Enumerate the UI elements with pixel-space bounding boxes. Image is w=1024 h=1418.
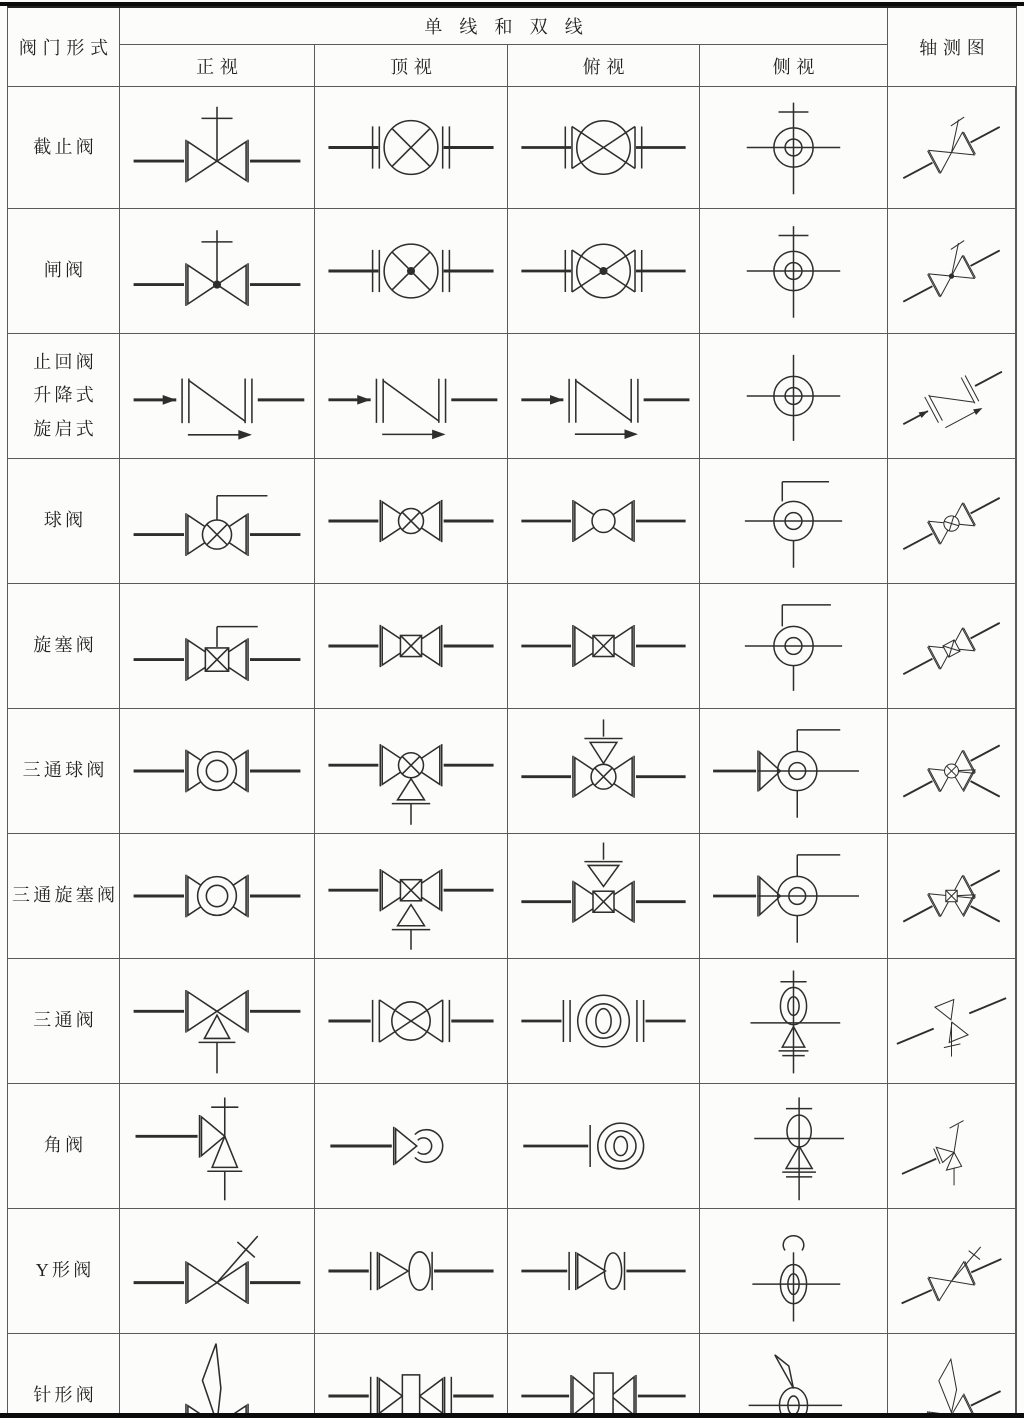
- symbol-tri-ball-axo: [888, 709, 1016, 834]
- symbol-globe-top: [315, 87, 508, 209]
- symbol-globe-plan: [508, 87, 700, 209]
- symbol-angle-axo: [888, 1084, 1016, 1209]
- symbol-plug-top: [315, 584, 508, 709]
- valve-row-label-line: Y形阀: [35, 1260, 95, 1281]
- symbol-ball-top: [315, 459, 508, 584]
- valve-row-label: [8, 584, 120, 709]
- symbol-gate-plan: [508, 209, 700, 334]
- symbol-ball-plan: [508, 459, 700, 584]
- valve-row-label: [8, 1334, 120, 1418]
- symbol-tri-ball-front: [120, 709, 315, 834]
- symbol-gate-front: [120, 209, 315, 334]
- symbol-check-front: [120, 334, 315, 459]
- symbol-tri-ball-top: [315, 709, 508, 834]
- symbol-globe-side: [700, 87, 888, 209]
- symbol-y-plan: [508, 1209, 700, 1334]
- symbol-ball-front: [120, 459, 315, 584]
- symbol-needle-side: [700, 1334, 888, 1418]
- symbol-tri-top: [315, 959, 508, 1084]
- header-view-plan: 俯视: [508, 45, 700, 87]
- symbol-plug-plan: [508, 584, 700, 709]
- valve-row-label: [8, 834, 120, 959]
- valve-row-label: [8, 459, 120, 584]
- symbol-angle-side: [700, 1084, 888, 1209]
- symbol-tri-plug-side: [700, 834, 888, 959]
- symbol-globe-front: [120, 87, 315, 209]
- valve-row-label-line: 三通球阀: [22, 760, 108, 781]
- symbol-angle-top: [315, 1084, 508, 1209]
- symbol-check-side: [700, 334, 888, 459]
- header-view-top: 顶视: [315, 45, 508, 87]
- valve-row-label-line: 角阀: [43, 1135, 87, 1156]
- valve-symbol-table: [7, 6, 1017, 1418]
- symbol-tri-ball-plan: [508, 709, 700, 834]
- header-view-side: 侧视: [700, 45, 888, 87]
- symbol-globe-axo: [888, 87, 1016, 209]
- symbol-tri-plug-plan: [508, 834, 700, 959]
- valve-row-label-line: 止回阀: [33, 352, 97, 373]
- symbol-y-side: [700, 1209, 888, 1334]
- valve-row-label-line: 旋启式: [33, 418, 97, 439]
- valve-row-label-line: 闸阀: [43, 260, 87, 281]
- symbol-needle-axo: [888, 1334, 1016, 1418]
- valve-row-label-line: 升降式: [33, 385, 97, 406]
- symbol-plug-side: [700, 584, 888, 709]
- symbol-tri-plug-axo: [888, 834, 1016, 959]
- symbol-ball-axo: [888, 459, 1016, 584]
- symbol-gate-top: [315, 209, 508, 334]
- symbol-y-front: [120, 1209, 315, 1334]
- symbol-y-top: [315, 1209, 508, 1334]
- symbol-tri-plug-top: [315, 834, 508, 959]
- header-valve-type: 阀门形式: [8, 8, 120, 87]
- valve-row-label: [8, 209, 120, 334]
- symbol-tri-ball-side: [700, 709, 888, 834]
- valve-row-label-line: 针形阀: [33, 1385, 97, 1406]
- symbol-needle-top: [315, 1334, 508, 1418]
- symbol-needle-plan: [508, 1334, 700, 1418]
- symbol-gate-axo: [888, 209, 1016, 334]
- valve-row-label: [8, 87, 120, 209]
- valve-row-label: [8, 334, 120, 459]
- valve-row-label: [8, 1084, 120, 1209]
- header-single-and-double-line: 单线和双线: [120, 8, 888, 45]
- symbol-plug-front: [120, 584, 315, 709]
- symbol-check-axo: [888, 334, 1016, 459]
- symbol-check-plan: [508, 334, 700, 459]
- header-axonometric: 轴测图: [888, 8, 1016, 87]
- valve-row-label-line: 球阀: [43, 510, 87, 531]
- symbol-tri-plan: [508, 959, 700, 1084]
- symbol-needle-front: [120, 1334, 315, 1418]
- symbol-tri-side: [700, 959, 888, 1084]
- symbol-check-top: [315, 334, 508, 459]
- symbol-plug-axo: [888, 584, 1016, 709]
- valve-row-label: [8, 709, 120, 834]
- valve-row-label-line: 截止阀: [33, 136, 97, 157]
- symbol-gate-side: [700, 209, 888, 334]
- symbol-y-axo: [888, 1209, 1016, 1334]
- symbol-ball-side: [700, 459, 888, 584]
- valve-row-label-line: 三通旋塞阀: [12, 885, 119, 906]
- header-view-front: 正视: [120, 45, 315, 87]
- valve-row-label: [8, 959, 120, 1084]
- valve-row-label: [8, 1209, 120, 1334]
- valve-row-label-line: 旋塞阀: [33, 635, 97, 656]
- symbol-tri-plug-front: [120, 834, 315, 959]
- symbol-tri-axo: [888, 959, 1016, 1084]
- symbol-tri-front: [120, 959, 315, 1084]
- bottom-rule: [0, 1413, 1024, 1418]
- symbol-angle-plan: [508, 1084, 700, 1209]
- symbol-angle-front: [120, 1084, 315, 1209]
- valve-row-label-line: 三通阀: [33, 1010, 97, 1031]
